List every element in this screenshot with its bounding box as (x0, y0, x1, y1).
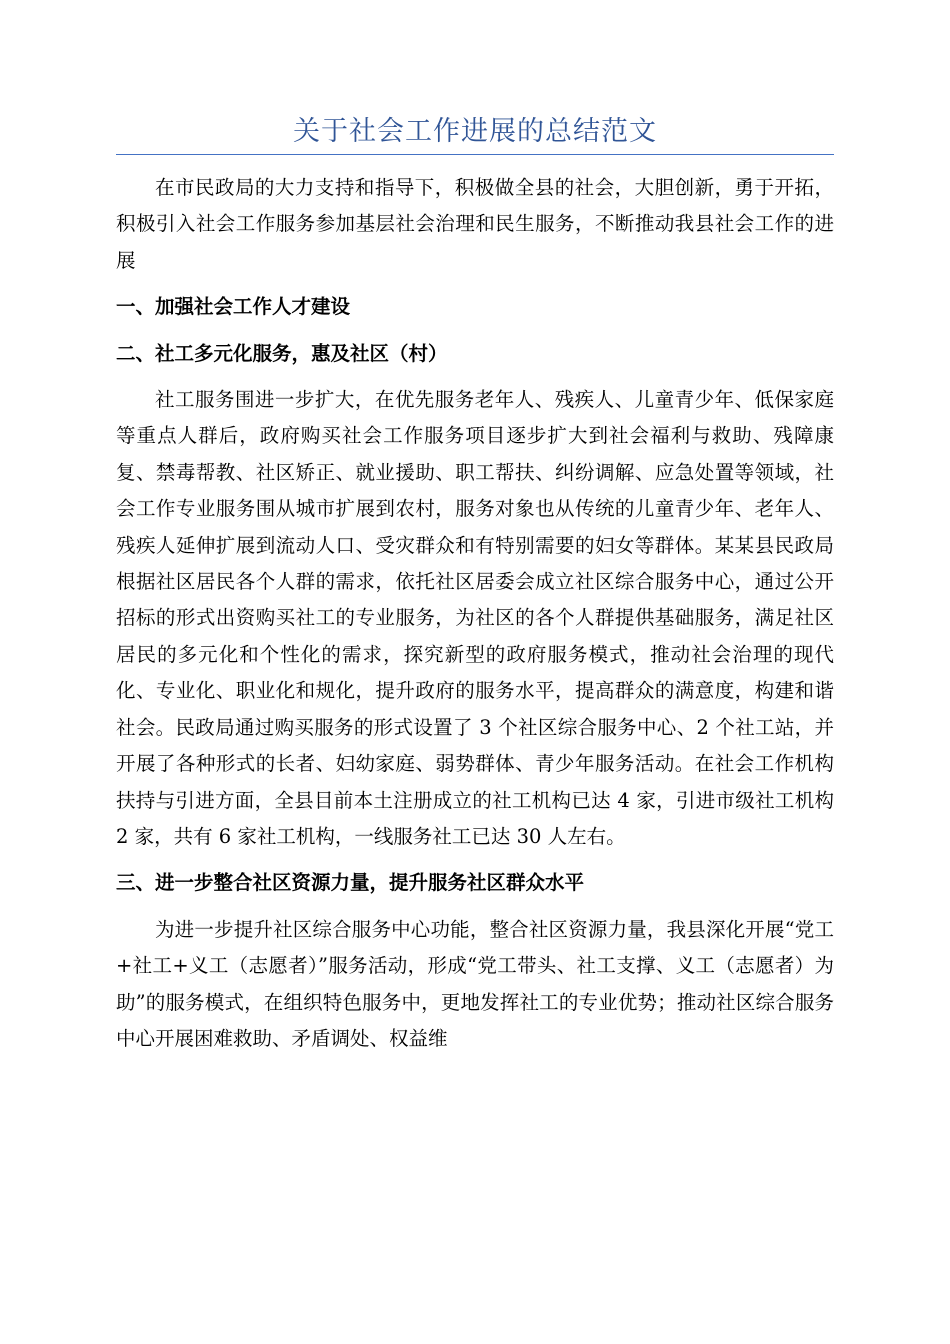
document-title: 关于社会工作进展的总结范文 (293, 116, 657, 147)
title-underline (116, 154, 834, 155)
section-heading-2: 二、社工多元化服务，惠及社区（村） (116, 341, 448, 365)
section-heading-3: 三、进一步整合社区资源力量，提升服务社区群众水平 (116, 871, 585, 895)
section-2-paragraph: 社工服务围进一步扩大，在优先服务老年人、残疾人、儿童青少年、低保家庭等重点人群后，政府购买社会工作服务项目逐步扩大到社会福利与救助、残障康复、禁毒帮教、社区矫正、就业援助、职工帮扶、纠纷调解、应急处置等领域，社会工作专业服务围从城市扩展到农村，服务对象也从传统的儿童青少年、老年人、残疾人延伸扩展到流动人口、受灾群众和有特别需要的妇女等群体。某某县民政局根据社区居民各个人群的需求，依托社区居委会成立社区综合服务中心，通过公开招标的形式出资购买社工的专业服务，为社区的各个人群提供基础服务，满足社区居民的多元化和个性化的需求，探究新型的政府服务模式，推动社会治理的现代化、专业化、职业化和规化，提升政府的服务水平，提高群众的满意度，构建和谐社会。民政局通过购买服务的形式设置了 3 个社区综合服务中心、2 个社工站，并开展了各种形式的长者、妇幼家庭、弱势群体、青少年服务活动。在社会工作机构扶持与引进方面，全县目前本土注册成立的社工机构已达 4 家，引进市级社工机构 2 家，共有 6 家社工机构，一线服务社工已达 30 人左右。 (116, 388, 834, 848)
intro-paragraph: 在市民政局的大力支持和指导下，积极做全县的社会，大胆创新，勇于开拓，积极引入社会工作服务参加基层社会治理和民生服务，不断推动我县社会工作的进展 (116, 176, 834, 272)
section-3-paragraph: 为进一步提升社区综合服务中心功能，整合社区资源力量，我县深化开展“党工+社工+义工（志愿者）”服务活动，形成“党工带头、社工支撑、义工（志愿者）为助”的服务模式，在组织特色服务中，更地发挥社工的专业优势；推动社区综合服务中心开展困难救助、矛盾调处、权益维 (116, 917, 834, 1050)
document-body (116, 170, 834, 1057)
section-heading-1: 一、加强社会工作人才建设 (116, 295, 351, 319)
